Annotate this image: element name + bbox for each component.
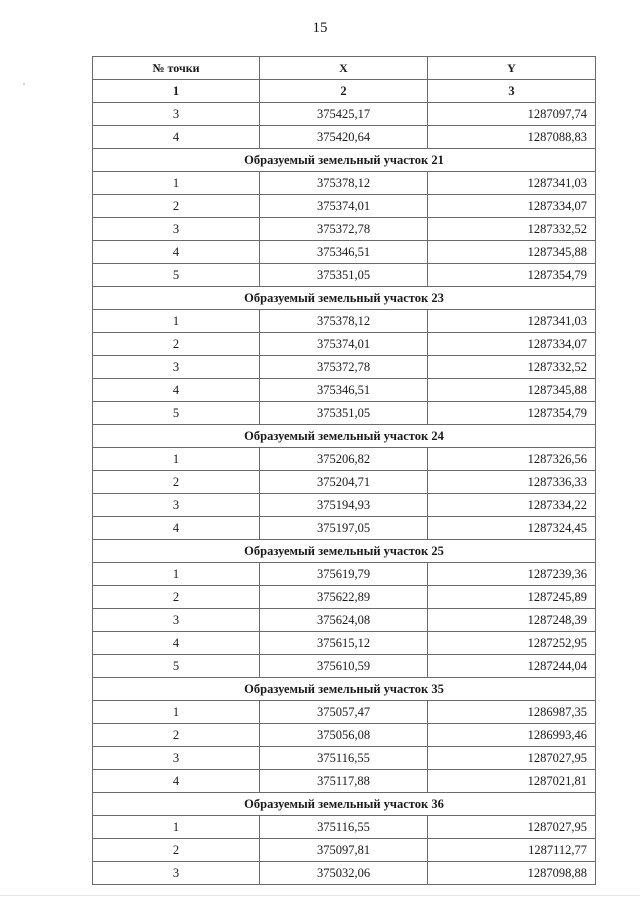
y-coordinate-cell: 1287336,33 bbox=[428, 471, 596, 494]
table-row bbox=[93, 655, 596, 678]
x-coordinate-cell: 375374,01 bbox=[260, 333, 428, 356]
y-coordinate-cell: 1287332,52 bbox=[428, 356, 596, 379]
table-row bbox=[93, 379, 596, 402]
y-coordinate-cell: 1287112,77 bbox=[428, 839, 596, 862]
table-body bbox=[93, 80, 596, 885]
x-coordinate-cell: 375032,06 bbox=[260, 862, 428, 885]
table-row bbox=[93, 517, 596, 540]
point-number-cell: 4 bbox=[93, 632, 260, 655]
point-number-cell: 2 bbox=[93, 195, 260, 218]
table-row bbox=[93, 747, 596, 770]
section-title: Образуемый земельный участок 36 bbox=[93, 793, 596, 816]
table-row bbox=[93, 172, 596, 195]
x-coordinate-cell: 375116,55 bbox=[260, 747, 428, 770]
y-coordinate-cell: 1287354,79 bbox=[428, 264, 596, 287]
section-title: Образуемый земельный участок 24 bbox=[93, 425, 596, 448]
point-number-cell: 1 bbox=[93, 701, 260, 724]
point-number-cell: 3 bbox=[93, 609, 260, 632]
y-coordinate-cell: 1287332,52 bbox=[428, 218, 596, 241]
point-number-cell: 2 bbox=[93, 839, 260, 862]
y-coordinate-cell: 1287345,88 bbox=[428, 241, 596, 264]
y-coordinate-cell: 1287334,22 bbox=[428, 494, 596, 517]
x-coordinate-cell: 375097,81 bbox=[260, 839, 428, 862]
column-index-row bbox=[93, 80, 596, 103]
y-coordinate-cell: 1287341,03 bbox=[428, 310, 596, 333]
point-number-cell: 3 bbox=[93, 218, 260, 241]
x-coordinate-cell: 375056,08 bbox=[260, 724, 428, 747]
header-x: X bbox=[260, 57, 428, 80]
point-number-cell: 1 bbox=[93, 172, 260, 195]
point-number-cell: 1 bbox=[93, 563, 260, 586]
table-row bbox=[93, 448, 596, 471]
table-row bbox=[93, 310, 596, 333]
y-coordinate-cell: 1286987,35 bbox=[428, 701, 596, 724]
y-coordinate-cell: 1287252,95 bbox=[428, 632, 596, 655]
point-number-cell: 3 bbox=[93, 494, 260, 517]
point-number-cell: 4 bbox=[93, 517, 260, 540]
table-row bbox=[93, 218, 596, 241]
y-coordinate-cell: 1287354,79 bbox=[428, 402, 596, 425]
y-coordinate-cell: 1286993,46 bbox=[428, 724, 596, 747]
section-title-row bbox=[93, 678, 596, 701]
point-number-cell: 1 bbox=[93, 816, 260, 839]
table-row bbox=[93, 770, 596, 793]
y-coordinate-cell: 1287326,56 bbox=[428, 448, 596, 471]
x-coordinate-cell: 375117,88 bbox=[260, 770, 428, 793]
x-coordinate-cell: 375622,89 bbox=[260, 586, 428, 609]
y-coordinate-cell: 1287244,04 bbox=[428, 655, 596, 678]
column-index-1: 1 bbox=[93, 80, 260, 103]
section-title-row bbox=[93, 540, 596, 563]
column-index-2: 2 bbox=[260, 80, 428, 103]
table-row bbox=[93, 586, 596, 609]
table-row bbox=[93, 356, 596, 379]
x-coordinate-cell: 375116,55 bbox=[260, 816, 428, 839]
x-coordinate-cell: 375346,51 bbox=[260, 241, 428, 264]
x-coordinate-cell: 375372,78 bbox=[260, 356, 428, 379]
x-coordinate-cell: 375346,51 bbox=[260, 379, 428, 402]
x-coordinate-cell: 375374,01 bbox=[260, 195, 428, 218]
x-coordinate-cell: 375378,12 bbox=[260, 310, 428, 333]
point-number-cell: 3 bbox=[93, 747, 260, 770]
x-coordinate-cell: 375420,64 bbox=[260, 126, 428, 149]
coordinates-table-wrapper bbox=[92, 56, 595, 885]
y-coordinate-cell: 1287245,89 bbox=[428, 586, 596, 609]
y-coordinate-cell: 1287324,45 bbox=[428, 517, 596, 540]
table-row bbox=[93, 862, 596, 885]
x-coordinate-cell: 375624,08 bbox=[260, 609, 428, 632]
y-coordinate-cell: 1287345,88 bbox=[428, 379, 596, 402]
x-coordinate-cell: 375351,05 bbox=[260, 402, 428, 425]
section-title-row bbox=[93, 287, 596, 310]
table-row bbox=[93, 195, 596, 218]
x-coordinate-cell: 375378,12 bbox=[260, 172, 428, 195]
x-coordinate-cell: 375351,05 bbox=[260, 264, 428, 287]
point-number-cell: 2 bbox=[93, 724, 260, 747]
y-coordinate-cell: 1287239,36 bbox=[428, 563, 596, 586]
header-point-number: № точки bbox=[93, 57, 260, 80]
x-coordinate-cell: 375610,59 bbox=[260, 655, 428, 678]
y-coordinate-cell: 1287334,07 bbox=[428, 333, 596, 356]
table-row bbox=[93, 632, 596, 655]
column-index-3: 3 bbox=[428, 80, 596, 103]
section-title-row bbox=[93, 793, 596, 816]
point-number-cell: 1 bbox=[93, 310, 260, 333]
section-title: Образуемый земельный участок 21 bbox=[93, 149, 596, 172]
header-row bbox=[93, 57, 596, 80]
section-title: Образуемый земельный участок 25 bbox=[93, 540, 596, 563]
point-number-cell: 2 bbox=[93, 471, 260, 494]
y-coordinate-cell: 1287098,88 bbox=[428, 862, 596, 885]
y-coordinate-cell: 1287341,03 bbox=[428, 172, 596, 195]
scan-bottom-edge bbox=[0, 895, 640, 896]
header-y: Y bbox=[428, 57, 596, 80]
scan-speck bbox=[23, 83, 25, 85]
table-row bbox=[93, 609, 596, 632]
table-row bbox=[93, 839, 596, 862]
x-coordinate-cell: 375425,17 bbox=[260, 103, 428, 126]
table-row bbox=[93, 103, 596, 126]
point-number-cell: 4 bbox=[93, 126, 260, 149]
x-coordinate-cell: 375206,82 bbox=[260, 448, 428, 471]
point-number-cell: 5 bbox=[93, 264, 260, 287]
x-coordinate-cell: 375197,05 bbox=[260, 517, 428, 540]
table-row bbox=[93, 126, 596, 149]
y-coordinate-cell: 1287097,74 bbox=[428, 103, 596, 126]
point-number-cell: 4 bbox=[93, 770, 260, 793]
y-coordinate-cell: 1287088,83 bbox=[428, 126, 596, 149]
table-row bbox=[93, 333, 596, 356]
point-number-cell: 3 bbox=[93, 103, 260, 126]
y-coordinate-cell: 1287334,07 bbox=[428, 195, 596, 218]
table-row bbox=[93, 816, 596, 839]
x-coordinate-cell: 375204,71 bbox=[260, 471, 428, 494]
point-number-cell: 5 bbox=[93, 402, 260, 425]
y-coordinate-cell: 1287027,95 bbox=[428, 747, 596, 770]
table-row bbox=[93, 471, 596, 494]
x-coordinate-cell: 375615,12 bbox=[260, 632, 428, 655]
section-title-row bbox=[93, 425, 596, 448]
table-row bbox=[93, 241, 596, 264]
point-number-cell: 3 bbox=[93, 862, 260, 885]
y-coordinate-cell: 1287027,95 bbox=[428, 816, 596, 839]
point-number-cell: 3 bbox=[93, 356, 260, 379]
point-number-cell: 2 bbox=[93, 333, 260, 356]
y-coordinate-cell: 1287021,81 bbox=[428, 770, 596, 793]
x-coordinate-cell: 375057,47 bbox=[260, 701, 428, 724]
point-number-cell: 4 bbox=[93, 379, 260, 402]
section-title-row bbox=[93, 149, 596, 172]
point-number-cell: 5 bbox=[93, 655, 260, 678]
point-number-cell: 4 bbox=[93, 241, 260, 264]
x-coordinate-cell: 375619,79 bbox=[260, 563, 428, 586]
section-title: Образуемый земельный участок 23 bbox=[93, 287, 596, 310]
table-row bbox=[93, 494, 596, 517]
point-number-cell: 1 bbox=[93, 448, 260, 471]
table-row bbox=[93, 563, 596, 586]
table-row bbox=[93, 724, 596, 747]
y-coordinate-cell: 1287248,39 bbox=[428, 609, 596, 632]
x-coordinate-cell: 375194,93 bbox=[260, 494, 428, 517]
point-number-cell: 2 bbox=[93, 586, 260, 609]
table-row bbox=[93, 264, 596, 287]
table-row bbox=[93, 701, 596, 724]
section-title: Образуемый земельный участок 35 bbox=[93, 678, 596, 701]
x-coordinate-cell: 375372,78 bbox=[260, 218, 428, 241]
page-number: 15 bbox=[312, 20, 328, 36]
coordinates-table bbox=[92, 56, 596, 885]
table-row bbox=[93, 402, 596, 425]
